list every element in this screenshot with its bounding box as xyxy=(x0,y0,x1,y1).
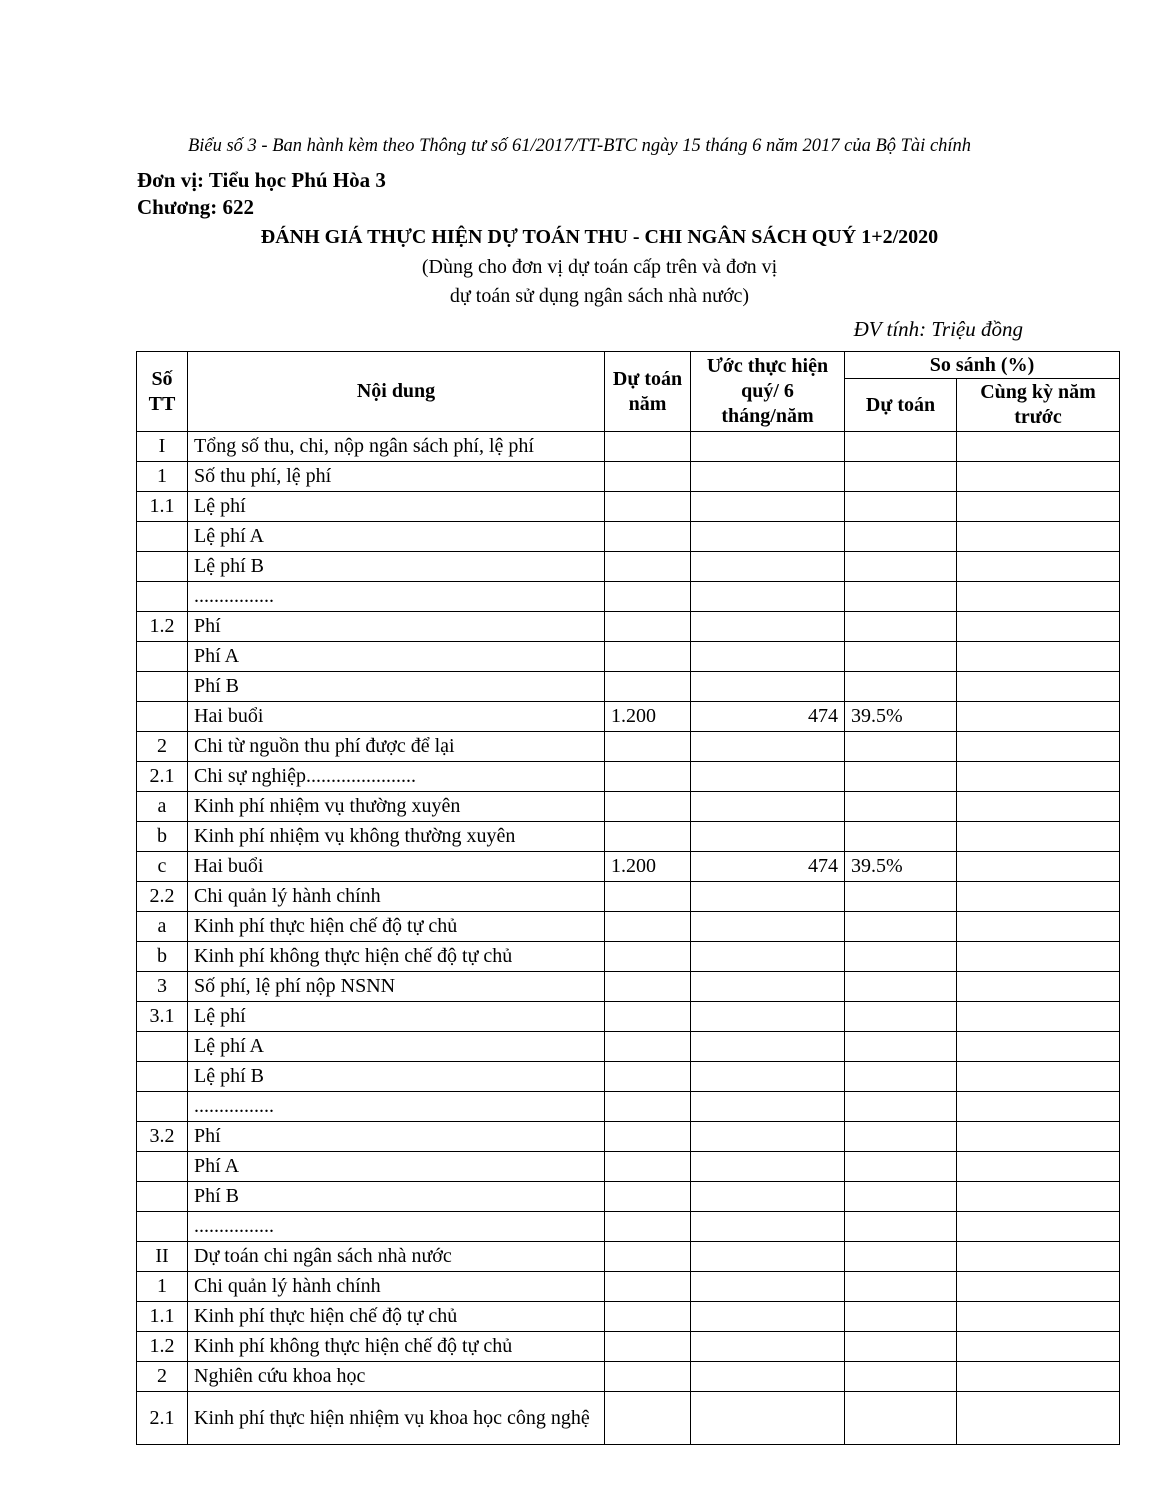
row-compare-prev-year xyxy=(957,522,1120,552)
unit-name: Đơn vị: Tiểu học Phú Hòa 3 xyxy=(137,168,386,192)
row-actual-estimate xyxy=(691,1272,845,1302)
row-compare-prev-year xyxy=(957,1092,1120,1122)
row-compare-prev-year xyxy=(957,1182,1120,1212)
row-content: Số phí, lệ phí nộp NSNN xyxy=(188,972,605,1002)
table-row xyxy=(137,732,1120,762)
row-actual-estimate xyxy=(691,1152,845,1182)
row-actual-estimate xyxy=(691,642,845,672)
row-stt: b xyxy=(137,942,188,972)
header-compare: So sánh (%) xyxy=(845,352,1120,379)
row-compare-prev-year xyxy=(957,582,1120,612)
row-actual-estimate xyxy=(691,552,845,582)
row-compare-estimate xyxy=(845,1002,957,1032)
row-compare-estimate xyxy=(845,1032,957,1062)
table-row xyxy=(137,492,1120,522)
row-stt: a xyxy=(137,792,188,822)
currency-unit-note: ĐV tính: Triệu đồng xyxy=(853,317,1023,341)
row-annual-estimate xyxy=(605,1182,691,1212)
row-content: Kinh phí thực hiện chế độ tự chủ xyxy=(188,1302,605,1332)
regulation-note: Biểu số 3 - Ban hành kèm theo Thông tư số 61/2017/TT-BTC ngày 15 tháng 6 năm 2017 của Bộ Tài chính xyxy=(187,136,972,156)
table-row xyxy=(137,762,1120,792)
budget-table xyxy=(136,351,1120,1445)
row-compare-estimate xyxy=(845,792,957,822)
row-compare-estimate xyxy=(845,882,957,912)
row-content: Phí A xyxy=(188,642,605,672)
row-annual-estimate xyxy=(605,882,691,912)
row-actual-estimate xyxy=(691,1362,845,1392)
row-annual-estimate xyxy=(605,1212,691,1242)
table-row xyxy=(137,882,1120,912)
row-actual-estimate xyxy=(691,972,845,1002)
row-annual-estimate xyxy=(605,1002,691,1032)
row-compare-estimate xyxy=(845,432,957,462)
row-annual-estimate xyxy=(605,1302,691,1332)
row-stt: I xyxy=(137,432,188,462)
row-annual-estimate xyxy=(605,822,691,852)
row-stt xyxy=(137,522,188,552)
table-row xyxy=(137,1032,1120,1062)
row-compare-prev-year xyxy=(957,702,1120,732)
table-row xyxy=(137,1002,1120,1032)
row-content: Phí xyxy=(188,612,605,642)
row-actual-estimate xyxy=(691,1302,845,1332)
row-annual-estimate xyxy=(605,1242,691,1272)
row-actual-estimate xyxy=(691,1392,845,1445)
row-stt: 1 xyxy=(137,462,188,492)
row-compare-estimate xyxy=(845,1182,957,1212)
row-compare-prev-year xyxy=(957,642,1120,672)
row-compare-prev-year xyxy=(957,612,1120,642)
header-compare-estimate: Dự toán xyxy=(845,379,957,432)
row-content: Chi quản lý hành chính xyxy=(188,1272,605,1302)
row-stt: a xyxy=(137,912,188,942)
row-compare-estimate xyxy=(845,972,957,1002)
row-annual-estimate xyxy=(605,672,691,702)
row-actual-estimate xyxy=(691,942,845,972)
row-compare-prev-year xyxy=(957,1152,1120,1182)
row-compare-prev-year xyxy=(957,432,1120,462)
row-compare-estimate xyxy=(845,672,957,702)
row-compare-estimate xyxy=(845,912,957,942)
row-stt: 2.2 xyxy=(137,882,188,912)
row-actual-estimate xyxy=(691,1092,845,1122)
row-compare-estimate xyxy=(845,1092,957,1122)
table-row xyxy=(137,1272,1120,1302)
row-content: Hai buổi xyxy=(188,702,605,732)
row-stt: 3 xyxy=(137,972,188,1002)
row-stt: 2.1 xyxy=(137,1392,188,1445)
row-content: Lệ phí xyxy=(188,492,605,522)
row-compare-prev-year xyxy=(957,1032,1120,1062)
row-actual-estimate xyxy=(691,522,845,552)
header-stt: Số TT xyxy=(137,352,188,432)
table-row xyxy=(137,1122,1120,1152)
row-stt xyxy=(137,702,188,732)
table-row xyxy=(137,672,1120,702)
row-stt xyxy=(137,642,188,672)
row-content: Chi quản lý hành chính xyxy=(188,882,605,912)
row-annual-estimate xyxy=(605,732,691,762)
row-compare-estimate xyxy=(845,942,957,972)
row-stt xyxy=(137,1212,188,1242)
row-compare-prev-year xyxy=(957,672,1120,702)
row-content: Kinh phí thực hiện nhiệm vụ khoa học công nghệ xyxy=(188,1392,605,1445)
row-annual-estimate xyxy=(605,942,691,972)
row-annual-estimate xyxy=(605,1032,691,1062)
row-compare-estimate xyxy=(845,1242,957,1272)
row-compare-estimate xyxy=(845,732,957,762)
row-compare-prev-year xyxy=(957,1122,1120,1152)
row-compare-prev-year xyxy=(957,762,1120,792)
table-row xyxy=(137,822,1120,852)
page-title: ĐÁNH GIÁ THỰC HIỆN DỰ TOÁN THU - CHI NGÂN SÁCH QUÝ 1+2/2020 xyxy=(260,226,939,248)
row-actual-estimate xyxy=(691,612,845,642)
row-compare-prev-year xyxy=(957,1062,1120,1092)
table-row xyxy=(137,1302,1120,1332)
row-annual-estimate xyxy=(605,582,691,612)
row-annual-estimate xyxy=(605,792,691,822)
row-content: ................ xyxy=(188,1092,605,1122)
row-content: Dự toán chi ngân sách nhà nước xyxy=(188,1242,605,1272)
row-content: Hai buổi xyxy=(188,852,605,882)
row-compare-estimate: 39.5% xyxy=(845,852,957,882)
chapter-code: Chương: 622 xyxy=(137,195,254,219)
row-compare-estimate xyxy=(845,1332,957,1362)
row-content: Phí B xyxy=(188,672,605,702)
row-compare-prev-year xyxy=(957,882,1120,912)
row-annual-estimate xyxy=(605,1332,691,1362)
row-compare-prev-year xyxy=(957,852,1120,882)
row-content: Kinh phí nhiệm vụ không thường xuyên xyxy=(188,822,605,852)
row-annual-estimate xyxy=(605,1062,691,1092)
table-row xyxy=(137,942,1120,972)
row-compare-estimate xyxy=(845,522,957,552)
row-content: Lệ phí xyxy=(188,1002,605,1032)
table-row xyxy=(137,1212,1120,1242)
header-actual-estimate: Ước thực hiện quý/ 6 tháng/năm xyxy=(691,352,845,432)
row-content: Nghiên cứu khoa học xyxy=(188,1362,605,1392)
row-actual-estimate xyxy=(691,462,845,492)
row-content: Phí B xyxy=(188,1182,605,1212)
row-content: Lệ phí A xyxy=(188,522,605,552)
row-annual-estimate xyxy=(605,492,691,522)
row-content: Phí xyxy=(188,1122,605,1152)
table-row xyxy=(137,552,1120,582)
row-content: Chi từ nguồn thu phí được để lại xyxy=(188,732,605,762)
row-compare-estimate xyxy=(845,1362,957,1392)
row-content: Kinh phí thực hiện chế độ tự chủ xyxy=(188,912,605,942)
row-compare-estimate xyxy=(845,462,957,492)
table-row xyxy=(137,1242,1120,1272)
row-stt: 2 xyxy=(137,1362,188,1392)
row-compare-prev-year xyxy=(957,912,1120,942)
subtitle-line-1: (Dùng cho đơn vị dự toán cấp trên và đơn vị xyxy=(421,256,778,278)
row-content: ................ xyxy=(188,1212,605,1242)
row-actual-estimate xyxy=(691,492,845,522)
row-compare-prev-year xyxy=(957,1002,1120,1032)
row-actual-estimate xyxy=(691,912,845,942)
row-annual-estimate xyxy=(605,612,691,642)
row-stt xyxy=(137,582,188,612)
row-compare-estimate xyxy=(845,1392,957,1445)
row-compare-prev-year xyxy=(957,792,1120,822)
row-stt: 1.2 xyxy=(137,1332,188,1362)
row-compare-prev-year xyxy=(957,732,1120,762)
row-annual-estimate xyxy=(605,1272,691,1302)
table-row xyxy=(137,972,1120,1002)
table-row xyxy=(137,642,1120,672)
row-actual-estimate xyxy=(691,762,845,792)
row-actual-estimate: 474 xyxy=(691,702,845,732)
row-stt xyxy=(137,1182,188,1212)
row-compare-prev-year xyxy=(957,1362,1120,1392)
row-stt: 2 xyxy=(137,732,188,762)
row-annual-estimate xyxy=(605,912,691,942)
row-stt xyxy=(137,1092,188,1122)
row-compare-estimate xyxy=(845,1152,957,1182)
table-row xyxy=(137,1152,1120,1182)
row-annual-estimate xyxy=(605,462,691,492)
row-actual-estimate xyxy=(691,732,845,762)
row-compare-prev-year xyxy=(957,822,1120,852)
row-compare-estimate xyxy=(845,552,957,582)
row-stt: 1.2 xyxy=(137,612,188,642)
header-content: Nội dung xyxy=(188,352,605,432)
table-row xyxy=(137,432,1120,462)
row-annual-estimate xyxy=(605,972,691,1002)
row-stt xyxy=(137,1032,188,1062)
table-row xyxy=(137,702,1120,732)
row-compare-estimate xyxy=(845,822,957,852)
row-annual-estimate xyxy=(605,552,691,582)
row-stt xyxy=(137,552,188,582)
row-stt: 2.1 xyxy=(137,762,188,792)
row-actual-estimate xyxy=(691,672,845,702)
row-compare-prev-year xyxy=(957,552,1120,582)
table-row xyxy=(137,1092,1120,1122)
row-compare-estimate: 39.5% xyxy=(845,702,957,732)
row-annual-estimate: 1.200 xyxy=(605,702,691,732)
row-annual-estimate xyxy=(605,1362,691,1392)
row-content: Lệ phí B xyxy=(188,1062,605,1092)
row-compare-prev-year xyxy=(957,1332,1120,1362)
row-compare-estimate xyxy=(845,1272,957,1302)
row-actual-estimate xyxy=(691,1332,845,1362)
header-compare-prev-year: Cùng kỳ năm trước xyxy=(957,379,1120,432)
row-compare-estimate xyxy=(845,1062,957,1092)
subtitle-line-2: dự toán sử dụng ngân sách nhà nước) xyxy=(449,285,750,307)
row-compare-estimate xyxy=(845,642,957,672)
row-annual-estimate: 1.200 xyxy=(605,852,691,882)
table-row xyxy=(137,612,1120,642)
row-actual-estimate xyxy=(691,432,845,462)
row-compare-prev-year xyxy=(957,942,1120,972)
table-row xyxy=(137,852,1120,882)
row-compare-estimate xyxy=(845,492,957,522)
table-row xyxy=(137,1182,1120,1212)
row-stt: c xyxy=(137,852,188,882)
table-row xyxy=(137,582,1120,612)
row-stt: 3.2 xyxy=(137,1122,188,1152)
row-compare-prev-year xyxy=(957,972,1120,1002)
row-compare-estimate xyxy=(845,1302,957,1332)
row-content: ................ xyxy=(188,582,605,612)
row-annual-estimate xyxy=(605,522,691,552)
row-actual-estimate xyxy=(691,582,845,612)
row-content: Lệ phí A xyxy=(188,1032,605,1062)
row-annual-estimate xyxy=(605,642,691,672)
row-compare-prev-year xyxy=(957,1392,1120,1445)
row-stt: II xyxy=(137,1242,188,1272)
row-content: Chi sự nghiệp...................... xyxy=(188,762,605,792)
row-content: Kinh phí không thực hiện chế độ tự chủ xyxy=(188,1332,605,1362)
table-row xyxy=(137,522,1120,552)
row-actual-estimate: 474 xyxy=(691,852,845,882)
row-content: Kinh phí không thực hiện chế độ tự chủ xyxy=(188,942,605,972)
row-actual-estimate xyxy=(691,1212,845,1242)
row-compare-estimate xyxy=(845,1212,957,1242)
row-stt xyxy=(137,672,188,702)
table-row xyxy=(137,912,1120,942)
table-row xyxy=(137,1332,1120,1362)
row-actual-estimate xyxy=(691,1002,845,1032)
table-row xyxy=(137,792,1120,822)
row-compare-prev-year xyxy=(957,1272,1120,1302)
table-row xyxy=(137,1062,1120,1092)
row-annual-estimate xyxy=(605,432,691,462)
row-actual-estimate xyxy=(691,1182,845,1212)
row-compare-prev-year xyxy=(957,492,1120,522)
row-compare-prev-year xyxy=(957,1212,1120,1242)
row-stt: 1 xyxy=(137,1272,188,1302)
row-actual-estimate xyxy=(691,1122,845,1152)
row-annual-estimate xyxy=(605,1392,691,1445)
table-row xyxy=(137,1392,1120,1445)
row-compare-estimate xyxy=(845,1122,957,1152)
row-actual-estimate xyxy=(691,882,845,912)
row-content: Phí A xyxy=(188,1152,605,1182)
row-content: Kinh phí nhiệm vụ thường xuyên xyxy=(188,792,605,822)
row-actual-estimate xyxy=(691,792,845,822)
row-content: Lệ phí B xyxy=(188,552,605,582)
row-stt xyxy=(137,1152,188,1182)
table-row xyxy=(137,462,1120,492)
row-annual-estimate xyxy=(605,1152,691,1182)
table-row xyxy=(137,1362,1120,1392)
row-compare-prev-year xyxy=(957,1302,1120,1332)
row-stt: 1.1 xyxy=(137,492,188,522)
row-actual-estimate xyxy=(691,1032,845,1062)
row-stt xyxy=(137,1062,188,1092)
row-compare-prev-year xyxy=(957,462,1120,492)
header-annual-estimate: Dự toán năm xyxy=(605,352,691,432)
row-annual-estimate xyxy=(605,1122,691,1152)
row-compare-estimate xyxy=(845,762,957,792)
row-content: Tổng số thu, chi, nộp ngân sách phí, lệ phí xyxy=(188,432,605,462)
row-actual-estimate xyxy=(691,1062,845,1092)
row-stt: 3.1 xyxy=(137,1002,188,1032)
row-actual-estimate xyxy=(691,1242,845,1272)
row-actual-estimate xyxy=(691,822,845,852)
row-stt: b xyxy=(137,822,188,852)
row-annual-estimate xyxy=(605,1092,691,1122)
row-annual-estimate xyxy=(605,762,691,792)
row-compare-prev-year xyxy=(957,1242,1120,1272)
row-content: Số thu phí, lệ phí xyxy=(188,462,605,492)
table-body xyxy=(137,432,1120,1445)
row-compare-estimate xyxy=(845,582,957,612)
row-stt: 1.1 xyxy=(137,1302,188,1332)
row-compare-estimate xyxy=(845,612,957,642)
